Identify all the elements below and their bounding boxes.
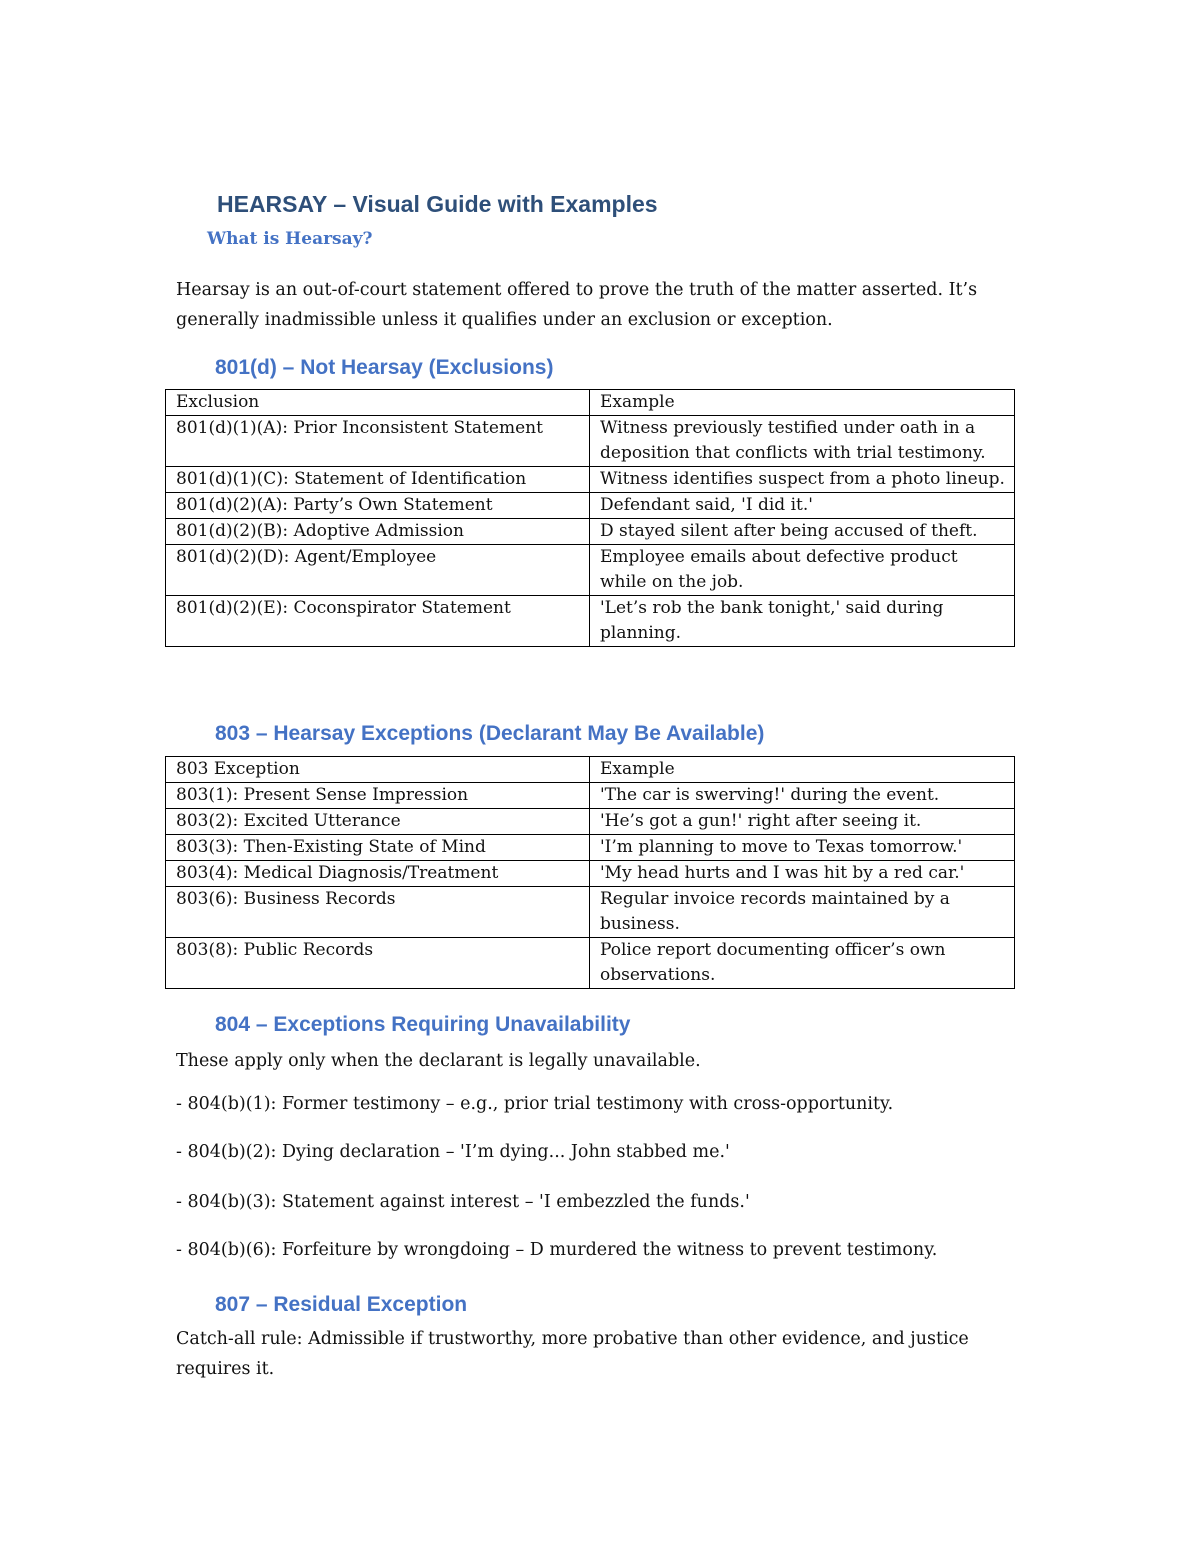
- example-cell: Witness identifies suspect from a photo lineup.: [590, 467, 1015, 493]
- rule-cell: 803(2): Excited Utterance: [166, 809, 590, 835]
- rule-cell: 803(1): Present Sense Impression: [166, 783, 590, 809]
- list-item: - 804(b)(6): Forfeiture by wrongdoing – D murdered the witness to prevent testimony.: [176, 1240, 938, 1260]
- example-cell: 'He’s got a gun!' right after seeing it.: [590, 809, 1015, 835]
- intro-paragraph: Hearsay is an out-of-court statement offered to prove the truth of the matter asserted. It’s generally inadmissible unless it qualifies under an exclusion or exception.: [176, 280, 978, 330]
- table-row: [166, 493, 1015, 519]
- table-row: [166, 596, 1015, 647]
- table-row: [166, 887, 1015, 938]
- rule-cell: 801(d)(2)(E): Coconspirator Statement: [166, 596, 590, 647]
- table-row: [166, 467, 1015, 493]
- table-row: [166, 835, 1015, 861]
- example-cell: 'I’m planning to move to Texas tomorrow.': [590, 835, 1015, 861]
- example-cell: Witness previously testified under oath in a deposition that conflicts with trial testimony.: [590, 416, 1015, 467]
- example-cell: D stayed silent after being accused of theft.: [590, 519, 1015, 545]
- rule-cell: 803(3): Then-Existing State of Mind: [166, 835, 590, 861]
- list-item: - 804(b)(1): Former testimony – e.g., prior trial testimony with cross-opportunity.: [176, 1094, 894, 1114]
- rule-cell: 801(d)(2)(D): Agent/Employee: [166, 545, 590, 596]
- example-cell: 'Let’s rob the bank tonight,' said during planning.: [590, 596, 1015, 647]
- rule-cell: 801(d)(2)(B): Adoptive Admission: [166, 519, 590, 545]
- table-row: [166, 545, 1015, 596]
- paragraph-807: Catch-all rule: Admissible if trustworthy, more probative than other evidence, and justice requires it.: [176, 1329, 969, 1379]
- table-row: [166, 416, 1015, 467]
- list-item: - 804(b)(3): Statement against interest – 'I embezzled the funds.': [176, 1192, 750, 1212]
- section-subtitle: What is Hearsay?: [207, 229, 373, 249]
- example-cell: 'The car is swerving!' during the event.: [590, 783, 1015, 809]
- paragraph-804-intro: These apply only when the declarant is legally unavailable.: [176, 1051, 701, 1071]
- table-803: [165, 756, 1015, 989]
- rule-cell: 801(d)(2)(A): Party’s Own Statement: [166, 493, 590, 519]
- rule-cell: 801(d)(1)(C): Statement of Identification: [166, 467, 590, 493]
- table-row: [166, 783, 1015, 809]
- example-cell: Police report documenting officer’s own observations.: [590, 938, 1015, 989]
- example-cell: 'My head hurts and I was hit by a red car.': [590, 861, 1015, 887]
- example-cell: Defendant said, 'I did it.': [590, 493, 1015, 519]
- table-801d: [165, 389, 1015, 647]
- header-cell: Example: [590, 390, 1015, 416]
- heading-804: 804 – Exceptions Requiring Unavailability: [215, 1013, 631, 1036]
- header-cell: Example: [590, 757, 1015, 783]
- header-cell: 803 Exception: [166, 757, 590, 783]
- example-cell: Regular invoice records maintained by a business.: [590, 887, 1015, 938]
- rule-cell: 803(8): Public Records: [166, 938, 590, 989]
- rule-cell: 803(4): Medical Diagnosis/Treatment: [166, 861, 590, 887]
- heading-801d: 801(d) – Not Hearsay (Exclusions): [215, 356, 554, 379]
- table-row: [166, 938, 1015, 989]
- table-header-row: [166, 757, 1015, 783]
- table-row: [166, 809, 1015, 835]
- table-row: [166, 519, 1015, 545]
- rule-cell: 801(d)(1)(A): Prior Inconsistent Statement: [166, 416, 590, 467]
- header-cell: Exclusion: [166, 390, 590, 416]
- heading-803: 803 – Hearsay Exceptions (Declarant May Be Available): [215, 722, 765, 745]
- heading-807: 807 – Residual Exception: [215, 1293, 468, 1316]
- list-item: - 804(b)(2): Dying declaration – 'I’m dying... John stabbed me.': [176, 1142, 730, 1162]
- table-row: [166, 861, 1015, 887]
- table-header-row: [166, 390, 1015, 416]
- example-cell: Employee emails about defective product while on the job.: [590, 545, 1015, 596]
- rule-cell: 803(6): Business Records: [166, 887, 590, 938]
- document-title: HEARSAY – Visual Guide with Examples: [217, 191, 658, 217]
